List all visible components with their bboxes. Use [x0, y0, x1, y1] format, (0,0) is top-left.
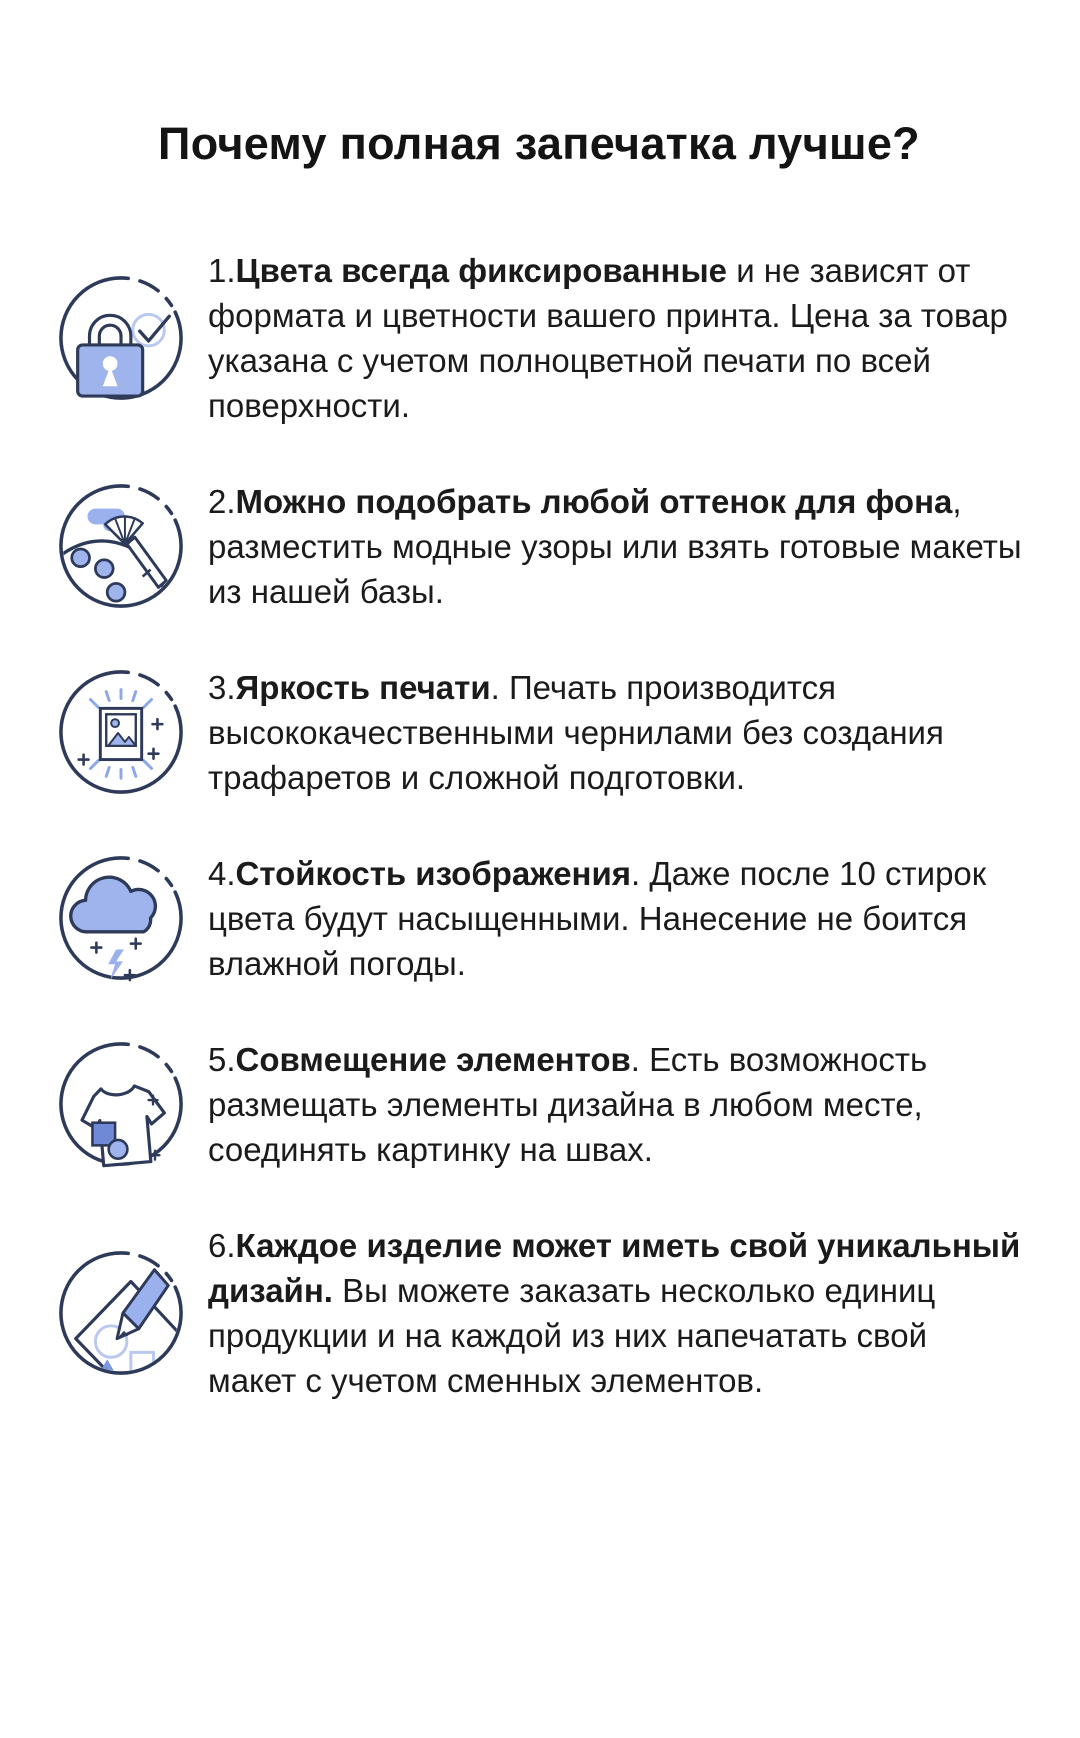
benefit-bold: Яркость печати: [235, 668, 491, 706]
benefit-rest: , разместить модные узоры или взять готовые макеты из нашей базы.: [208, 482, 1022, 610]
unique-design-pencil-icon: [56, 1248, 186, 1378]
page-title: Почему полная запечатка лучше?: [158, 118, 920, 169]
benefit-bold: Стойкость изображения: [235, 854, 632, 892]
benefit-text: [208, 851, 1022, 986]
benefit-text: [208, 665, 1022, 800]
benefit-text: [208, 248, 1022, 428]
infographic-page: [0, 118, 1080, 1403]
benefit-bold: Совмещение элементов: [235, 1040, 631, 1078]
tshirt-elements-icon: [56, 1039, 186, 1169]
benefit-number: 4.: [208, 854, 236, 892]
benefit-text: [208, 1223, 1022, 1403]
color-palette-icon: [56, 481, 186, 611]
benefit-number: 5.: [208, 1040, 236, 1078]
weather-resist-cloud-icon: [56, 853, 186, 983]
benefit-rest: Вы можете заказать несколько единиц продукции и на каждой из них напечатать свой макет с учетом сменных элементов.: [208, 1271, 936, 1399]
benefit-item-4: [56, 851, 1022, 986]
benefit-bold: Каждое изделие может иметь свой уникальный дизайн.: [208, 1226, 1021, 1309]
benefit-rest: . Есть возможность размещать элементы дизайна в любом месте, соединять картинку на швах.: [208, 1040, 928, 1168]
benefit-item-3: [56, 665, 1022, 800]
benefit-rest: . Печать производится высококачественными чернилами без создания трафаретов и сложной подготовки.: [208, 668, 944, 796]
benefit-rest: и не зависят от формата и цветности вашего принта. Цена за товар указана с учетом полноцветной печати по всей поверхности.: [208, 251, 1008, 424]
benefit-rest: . Даже после 10 стирок цвета будут насыщенными. Нанесение не боится влажной погоды.: [208, 854, 987, 982]
benefit-item-2: [56, 479, 1022, 614]
benefit-number: 1.: [208, 251, 236, 289]
benefit-number: 3.: [208, 668, 236, 706]
benefit-number: 6.: [208, 1226, 236, 1264]
benefit-text: [208, 479, 1022, 614]
benefit-item-1: [56, 248, 1022, 428]
benefit-bold: Цвета всегда фиксированные: [235, 251, 728, 289]
benefit-bold: Можно подобрать любой оттенок для фона: [235, 482, 953, 520]
benefit-text: [208, 1037, 1022, 1172]
bright-print-icon: [56, 667, 186, 797]
lock-check-icon: [56, 273, 186, 403]
benefit-number: 2.: [208, 482, 236, 520]
benefit-item-6: [56, 1223, 1022, 1403]
benefit-item-5: [56, 1037, 1022, 1172]
